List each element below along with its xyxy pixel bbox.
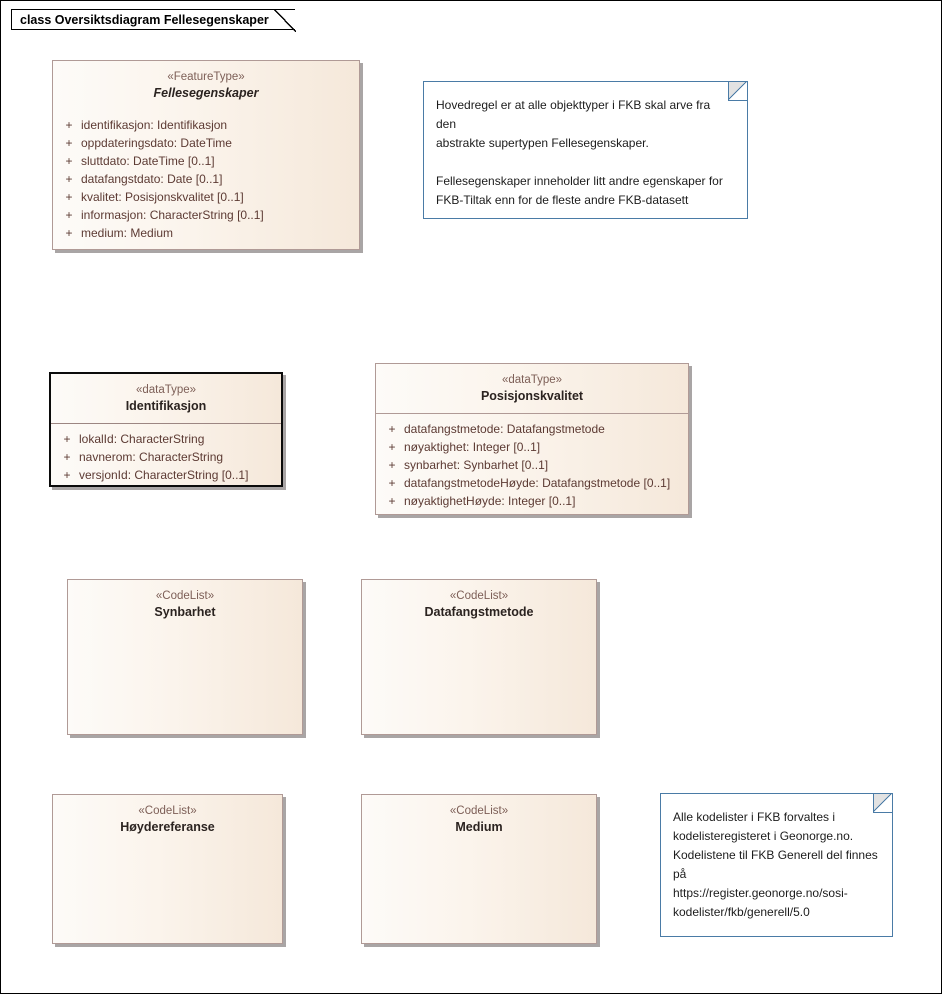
class-stereotype: «dataType»	[501, 374, 563, 386]
visibility-marker: +	[65, 226, 73, 240]
class-name: Posisjonskvalitet	[480, 389, 584, 403]
class-stereotype: «CodeList»	[155, 590, 215, 602]
class-box-datafangstmetode[interactable]	[361, 579, 597, 735]
class-header-hoydereferanse	[53, 795, 282, 844]
note-text-line: abstrakte supertypen Fellesegenskaper.	[436, 136, 649, 150]
class-header-posisjonskvalitet	[376, 364, 688, 414]
attribute-label: informasjon: CharacterString [0..1]	[81, 208, 264, 222]
class-attributes-identifikasjon	[51, 424, 281, 491]
attribute-label: kvalitet: Posisjonskvalitet [0..1]	[81, 190, 244, 204]
class-stereotype: «CodeList»	[449, 590, 509, 602]
attribute-row	[57, 224, 355, 242]
class-name: Identifikasjon	[125, 399, 207, 413]
note-fold-icon	[873, 793, 893, 813]
attribute-label: lokalId: CharacterString	[79, 432, 205, 446]
visibility-marker: +	[63, 468, 71, 482]
visibility-marker: +	[388, 458, 396, 472]
visibility-marker: +	[388, 422, 396, 436]
class-name: Datafangstmetode	[424, 605, 534, 619]
attribute-row	[380, 492, 684, 510]
note-text-line: Alle kodelister i FKB forvaltes i	[673, 810, 836, 824]
class-stereotype: «CodeList»	[449, 805, 509, 817]
note-text-line: Hovedregel er at alle objekttyper i FKB skal arve fra den	[436, 98, 714, 131]
class-name: Medium	[455, 820, 503, 834]
visibility-marker: +	[65, 118, 73, 132]
class-attributes-fellesegenskaper	[53, 110, 359, 249]
attribute-row	[57, 188, 355, 206]
class-header-medium	[362, 795, 596, 844]
class-stereotype: «FeatureType»	[167, 71, 245, 83]
note-text-line: kodelister/fkb/generell/5.0	[673, 905, 810, 919]
attribute-row	[57, 116, 355, 134]
attribute-label: navnerom: CharacterString	[79, 450, 224, 464]
visibility-marker: +	[388, 440, 396, 454]
attribute-label: medium: Medium	[81, 226, 174, 240]
class-attributes-posisjonskvalitet	[376, 414, 688, 517]
attribute-row	[57, 134, 355, 152]
note-kodelister[interactable]	[660, 793, 893, 937]
note-text-line: FKB-Tiltak enn for de fleste andre FKB-datasett	[436, 193, 689, 207]
visibility-marker: +	[63, 432, 71, 446]
class-box-posisjonskvalitet[interactable]	[375, 363, 689, 515]
attribute-label: oppdateringsdato: DateTime	[81, 136, 232, 150]
note-text-line: Kodelistene til FKB Generell del finnes på	[673, 848, 882, 881]
diagram-title-label: class Oversiktsdiagram Fellesegenskaper	[20, 13, 269, 27]
note-fellesegenskaper[interactable]	[423, 81, 748, 219]
attribute-row	[57, 152, 355, 170]
visibility-marker: +	[65, 208, 73, 222]
attribute-label: versjonId: CharacterString [0..1]	[79, 468, 249, 482]
attribute-row	[380, 456, 684, 474]
visibility-marker: +	[63, 450, 71, 464]
class-name: Synbarhet	[154, 605, 216, 619]
visibility-marker: +	[65, 190, 73, 204]
class-stereotype: «dataType»	[135, 384, 197, 396]
attribute-row	[380, 474, 684, 492]
note-text-line: https://register.geonorge.no/sosi-	[673, 886, 848, 900]
visibility-marker: +	[388, 494, 396, 508]
class-name: Høydereferanse	[120, 820, 215, 834]
note-text-line: kodelisteregisteret i Geonorge.no.	[673, 829, 854, 843]
attribute-label: datafangstmetodeHøyde: Datafangstmetode [0..1]	[404, 476, 671, 490]
attribute-label: sluttdato: DateTime [0..1]	[81, 154, 215, 168]
diagram-title-tab	[11, 9, 295, 30]
class-stereotype: «CodeList»	[138, 805, 197, 817]
class-name: Fellesegenskaper	[153, 86, 259, 100]
class-header-identifikasjon	[51, 374, 281, 424]
visibility-marker: +	[65, 172, 73, 186]
class-box-fellesegenskaper[interactable]	[52, 60, 360, 250]
attribute-label: identifikasjon: Identifikasjon	[81, 118, 228, 132]
visibility-marker: +	[65, 154, 73, 168]
visibility-marker: +	[65, 136, 73, 150]
class-box-medium[interactable]	[361, 794, 597, 944]
attribute-row	[380, 438, 684, 456]
attribute-row	[55, 430, 277, 448]
class-header-fellesegenskaper	[53, 61, 359, 110]
attribute-label: nøyaktighetHøyde: Integer [0..1]	[404, 494, 576, 508]
attribute-label: datafangstdato: Date [0..1]	[81, 172, 223, 186]
note-text-line: Fellesegenskaper inneholder litt andre egenskaper for	[436, 174, 723, 188]
attribute-row	[55, 466, 277, 484]
attribute-row	[380, 420, 684, 438]
attribute-row	[57, 170, 355, 188]
class-header-synbarhet	[68, 580, 302, 629]
class-box-identifikasjon[interactable]	[49, 372, 283, 487]
attribute-label: nøyaktighet: Integer [0..1]	[404, 440, 541, 454]
attribute-label: synbarhet: Synbarhet [0..1]	[404, 458, 549, 472]
class-header-datafangstmetode	[362, 580, 596, 629]
attribute-row	[57, 206, 355, 224]
note-fold-icon	[728, 81, 748, 101]
class-box-hoydereferanse[interactable]	[52, 794, 283, 944]
class-box-synbarhet[interactable]	[67, 579, 303, 735]
note-text-line	[436, 153, 733, 172]
attribute-row	[55, 448, 277, 466]
visibility-marker: +	[388, 476, 396, 490]
attribute-label: datafangstmetode: Datafangstmetode	[404, 422, 605, 436]
